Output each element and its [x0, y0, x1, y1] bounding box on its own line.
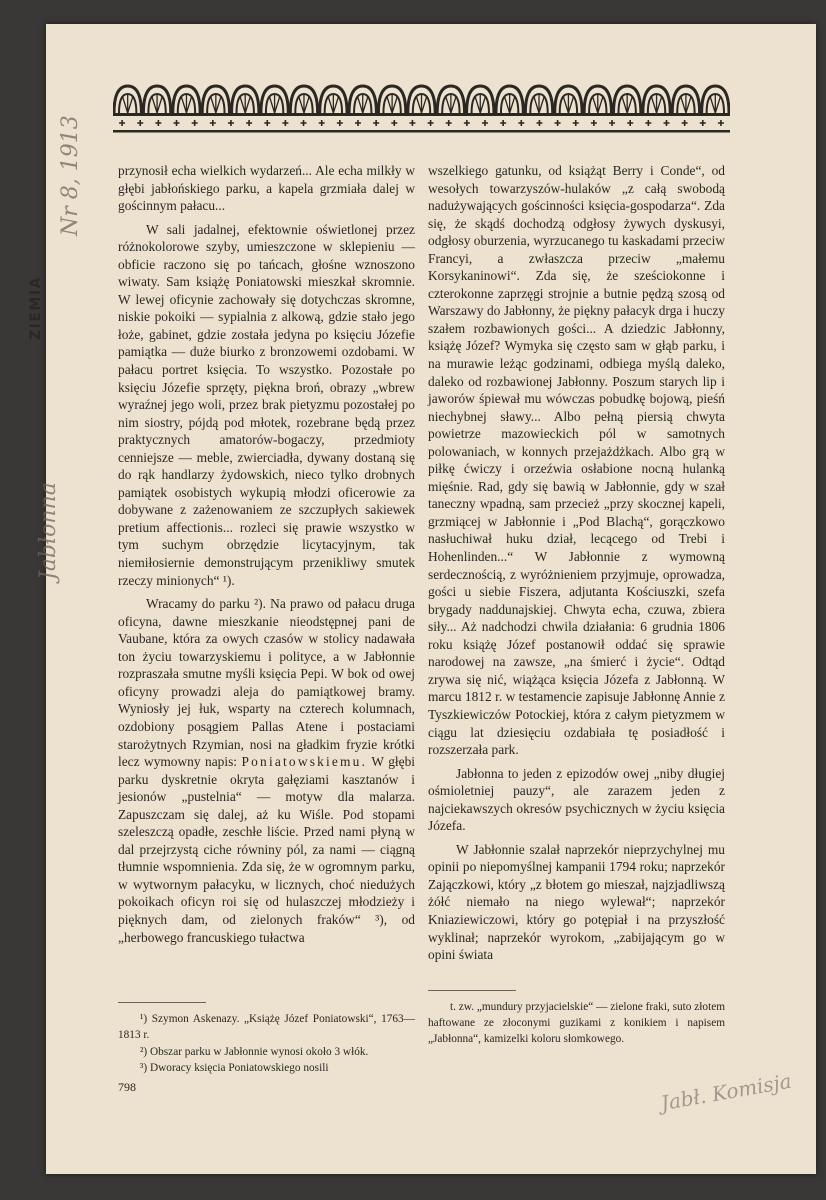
masthead: ZIEMIA — [28, 276, 44, 340]
paragraph-text: W głębi parku dyskretnie okryta gałęziami kasztanów i jesionów „pustelnia“ — motyw dla malarza. Zapuszczam się dalej, aż ku Wiśle. Pod stopami szeleszczą opadłe, zeschłe liście. Przed nami płyną w dal przejrzystą ciche równiny pól, za nami — ciągną tłumnie wspomnienia. Zda się, że w ogromnym parku, w wytwornym pałacyku, w licznych, choć niedużych pokoikach oficyn roi się od hulaszczej młodzieży i pięknych dam, od zielonych fraków“ ³), od „herbowego francuskiego tułactwa — [118, 754, 415, 945]
footnotes-right — [428, 1000, 725, 1048]
handwritten-title-note: Jabłonna — [36, 482, 61, 580]
footnote: ³) Dworacy księcia Poniatowskiego nosili — [140, 1062, 329, 1075]
footnote: ¹) Szymon Askenazy. „Książę Józef Poniatowski“, 1763—1813 r. — [118, 1013, 415, 1041]
paragraph: wszelkiego gatunku, od książąt Berry i Conde“, od wesołych towarzyszów-hulaków „z całą swobodą nadużywających gościnności księcia-gospodarza“. Zda się, że skądś dochodzą odgłosy żywych dyskusyi, odgłosy oburzenia, wyrzucanego tu kaskadami przeciw Francyi, a zwłaszcza przeciw „małemu Korsykaninowi“. Zda się, że sześciokonne i czterokonne zaprzęgi strojnie a butnie pędzą szosą od Warszawy do Jabłonny, że piękny pałacyk drga i huczy szałem rozbawionych gości... A dziedzic Jabłonny, książę Józef? Wymyka się często sam w głąb parku, i na murawie leżąc godzinami, odbiega myślą daleko, daleko od rozbawionej Jabłonny. Poszum starych lip i jaworów śpiewał mu wówczas pobudkę bojową, pieśń niechybnej sławy... Albo pełną piersią chwyta powietrze mazowieckich pól w samotnych polowaniach, w konnych przejażdżkach. Albo grą w piłkę ćwiczy i orzeźwia osłabione nocną hulanką mięśnie. Rad, gdy się bawią w Jabłonnie, gdy w szał taneczny wpadną, sam przecież „przy skocznej kapeli, grzmiącej w Jabłonnie i „Pod Blachą“, gorączkowo nasłuchiwał huku dział, lecącego od Trebi i Hohenlinden...“ W Jabłonnie z wymowną serdecznością, z wyróżnieniem przyjmuje, oprowadza, gości u siebie Fiszera, adjutanta Kościuszki, szefa brygady naddunajskiej. Chwyta echa, czuwa, zbiera siły... Aż nadchodzi chwila działania: 6 grudnia 1806 roku książę Józef postanowił oddać się sprawie narodowej na zawsze, „na śmierć i życie“. Odtąd zrywa się nić, wiążąca księcia Józefa z Jabłonną. W marcu 1812 r. w testamencie zapisuje Jabłonnę Annie z Tyszkiewiczów Potockiej, która z całym pietyzmem w ciągu lat dziesięciu ozdabiała tę posiadłość i rozszerzała park. — [428, 163, 725, 758]
paragraph-text: Wracamy do parku ²). Na prawo od pałacu druga oficyna, dawne mieszkanie nieodstępnej pani de Vaubane, która za owych czasów w stolicy nadawała ton życiu towarzyskiemu i polityce, a w Jabłonnie rozpraszała smutne myśli księcia Pepi. W bok od owej oficyny prowadzi aleja do pamiątkowej bramy. Wyniosły jej łuk, wsparty na czterech kolumnach, ozdobiony posągiem Pallas Atene i postaciami starożytnych Rzymian, nosi na gładkim fryzie krótki lecz wymowny napis: — [118, 596, 415, 770]
arch-row — [114, 86, 729, 113]
footnotes-left — [118, 1012, 415, 1078]
footnote: ²) Obszar parku w Jabłonnie wynosi około 3 włók. — [140, 1045, 369, 1058]
footnote-rule — [428, 990, 516, 991]
paragraph: W Jabłonnie szalał naprzekór nieprzychylnej mu opinii po niepomyślnej kampanii 1794 roku; naprzekór Zajączkowi, który „z błotem go mieszał, najzjadliwszą żółć niemało na niego wylewał“; naprzekór Kniaziewiczowi, który go potępiał i na przyszłość wyklinał; naprzekór wyrokom, „zabijającym go w opini świata — [428, 841, 725, 963]
footnote-rule — [118, 1002, 206, 1003]
inscription-text: Poniatowskiemu. — [241, 754, 368, 770]
text-column-right — [428, 162, 725, 970]
handwritten-issue-note: Nr 8, 1913 — [58, 115, 83, 236]
paragraph: Jabłonna to jeden z epizodów owej „niby długiej ośmioletniej pauzy“, ale zarazem jeden z najciekawszych okresów psychicznych w życiu księcia Józefa. — [428, 765, 725, 834]
decorative-border — [113, 82, 730, 134]
handwritten-corner-note: Jabł. Komisja — [658, 1068, 794, 1116]
text-column-left — [118, 162, 415, 952]
paragraph: W sali jadalnej, efektownie oświetlonej przez różnokolorowe szyby, umieszczone w sklepieniu — obficie raczono się po tańcach, głośne wznoszono wiwaty. Sam książę Poniatowski mieszkał skromnie. W lewej oficynie zachowały się dotychczas skromne, niskie pokoiki — sypialnia z alkową, gdzie stało jego łoże, gabinet, gdzie została jedyna po księciu Józefie pamiątka — duże biurko z bronzowemi ozdobami. W pałacu portret księcia. To wszystko. Pozostałe po księciu Józefie sprzęty, piękna broń, obrazy „wbrew wyraźnej jego woli, przez brak pietyzmu pozostałej po nim siostry, pójdą pod młotek, rozebrane będą przez praktycznych amatorów-bogaczy, przedmioty cenniejsze — meble, zwierciadła, dywany dostaną się do rąk handlarzy żydowskich, nieco tylko drobnych pamiątek osobistych wykupią młodzi oficerowie za dobywane z zażenowaniem ze szczupłych sakiewek pretium affectionis... rozleci się prawie wszystko w tym suchym obrzędzie licytacyjnym, tak niemiłosiernie demonstrującym przenikliwy smutek rzeczy minionych“ ¹). — [118, 221, 415, 588]
footnote: t. zw. „mundury przyjacielskie“ — zielone fraki, suto złotem haftowane ze złoconymi guzikami z konikiem i napisem „Jabłonna“, kamizelki koloru słomkowego. — [428, 1001, 726, 1045]
cross-row — [119, 120, 724, 126]
paragraph — [118, 595, 415, 946]
page-number: 798 — [118, 1080, 136, 1094]
paragraph: przynosił echa wielkich wydarzeń... Ale echa milkły w głębi jabłońskiego parku, a kapela grzmiała dalej w gościnnym pałacu... — [118, 163, 415, 214]
